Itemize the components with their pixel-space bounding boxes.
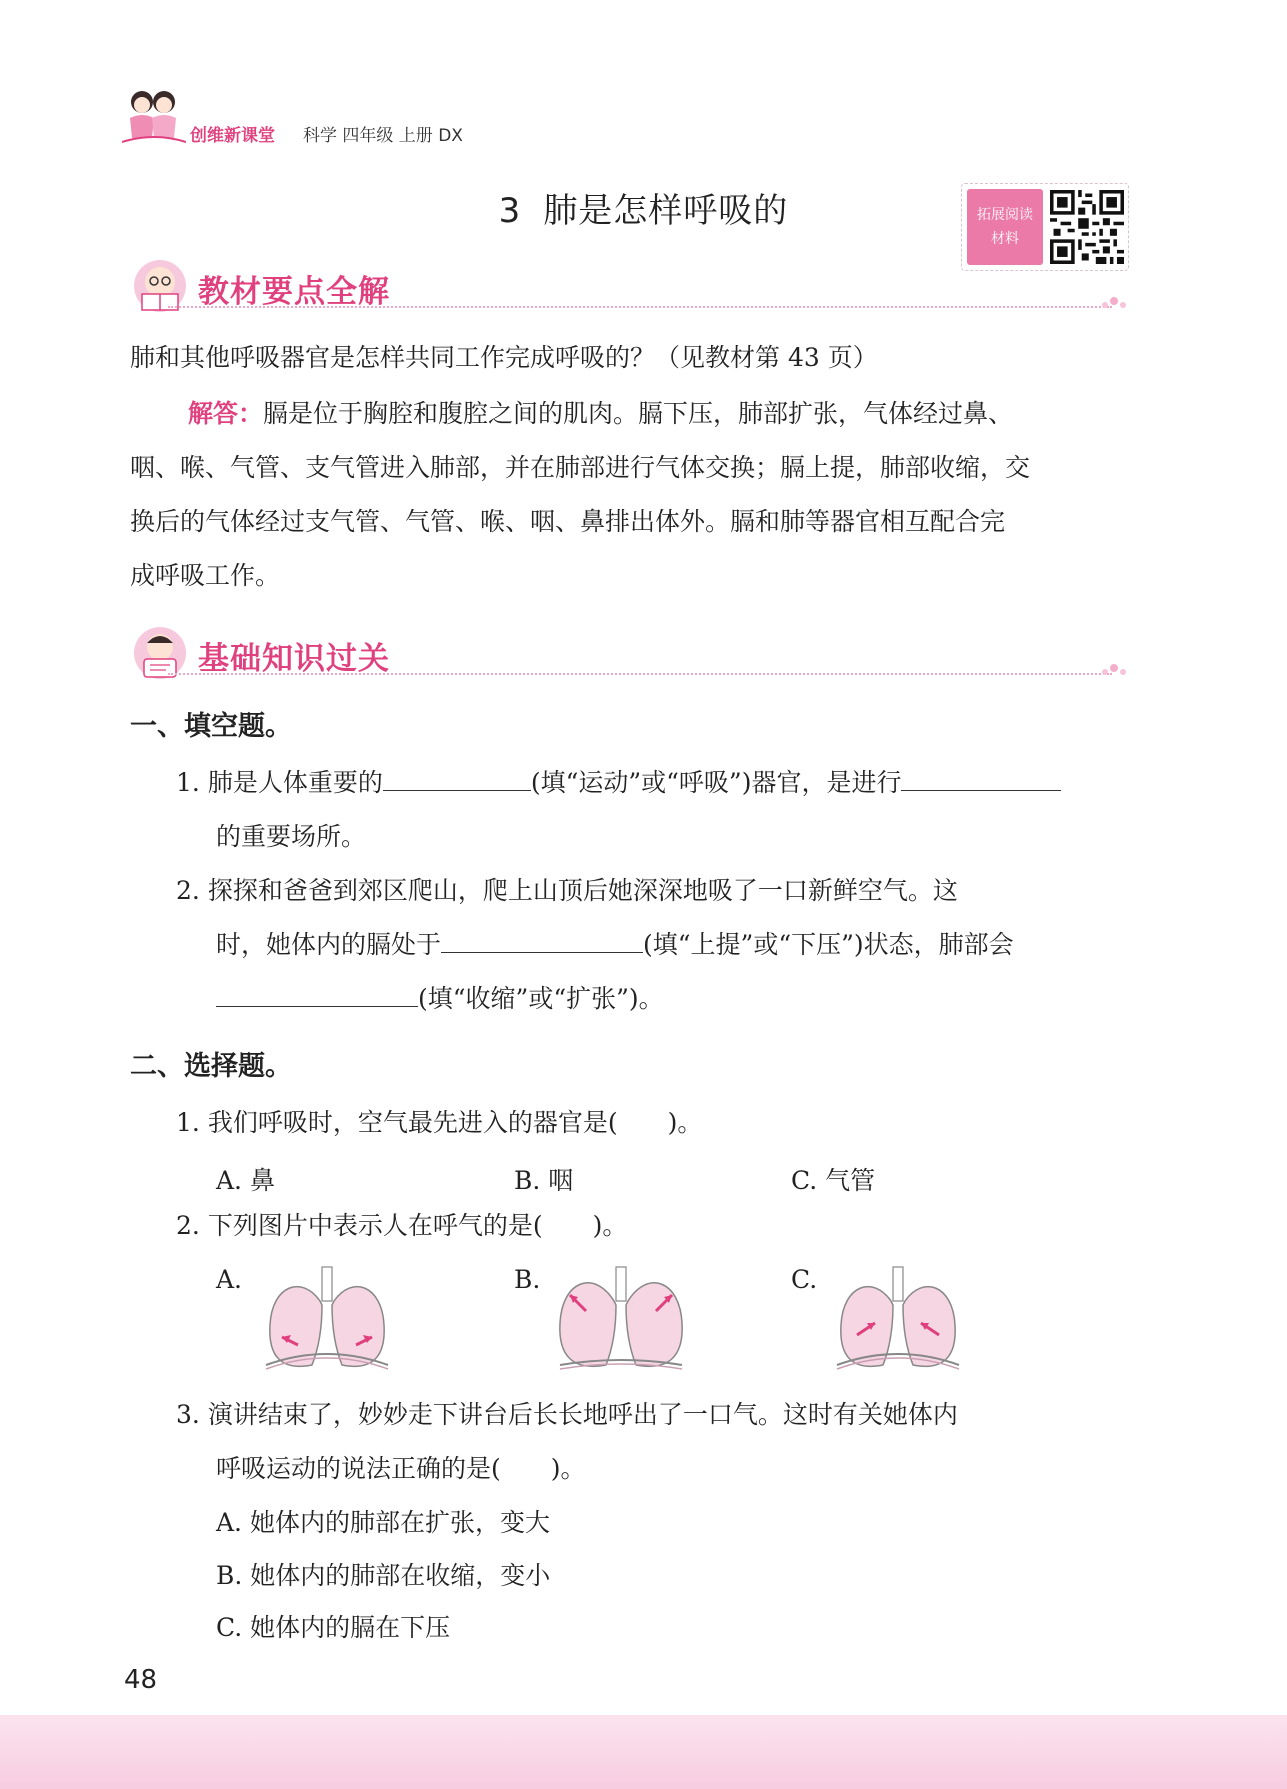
- choice-q3-option-c[interactable]: C. 她体内的膈在下压: [216, 1613, 451, 1642]
- choice-q2-text: 下列图片中表示人在呼气的是( )。: [207, 1211, 628, 1240]
- page-number: 48: [124, 1665, 158, 1695]
- fill-q2-text-1: 探探和爸爸到郊区爬山，爬上山顶后她深深地吸了一口新鲜空气。这: [207, 876, 958, 905]
- choice-q3-line2: 呼吸运动的说法正确的是( )。: [216, 1454, 586, 1483]
- fill-q1-text-a: 肺是人体重要的: [207, 768, 383, 797]
- fill-q2-text-a: 时，她体内的膈处于: [216, 930, 442, 959]
- question-number: 1.: [176, 1108, 200, 1137]
- brand-name: 创维新课堂: [190, 126, 275, 146]
- choice-q2-option-a[interactable]: A.: [216, 1265, 243, 1294]
- choice-q1-text: 我们呼吸时，空气最先进入的器官是( )。: [207, 1108, 703, 1137]
- choice-q1: [176, 1096, 702, 1150]
- fill-q1-line2: 的重要场所。: [216, 822, 367, 851]
- lesson-title: 肺是怎样呼吸的: [543, 191, 789, 231]
- kids-logo-icon: [122, 88, 186, 146]
- qr-label-line1: 拓展阅读: [977, 207, 1033, 223]
- lungs-diagram-a[interactable]: [262, 1265, 392, 1383]
- fill-blank-heading: 一、填空题。: [130, 711, 292, 742]
- question-number: 2.: [176, 876, 200, 905]
- section-title: 教材要点全解: [198, 274, 390, 310]
- fill-q2-line2: [216, 918, 1014, 972]
- question-number: 3.: [176, 1400, 200, 1429]
- section-key-points: [128, 258, 1128, 318]
- reading-mascot-icon: [128, 258, 192, 318]
- choice-q3-option-a[interactable]: A. 她体内的肺部在扩张，变大: [216, 1508, 550, 1537]
- answer-line-2: 咽、喉、气管、支气管进入肺部，并在肺部进行气体交换；膈上提，肺部收缩，交: [130, 453, 1031, 482]
- choice-q1-option-a[interactable]: A. 鼻: [216, 1166, 275, 1195]
- section-basic-knowledge: [128, 625, 1128, 685]
- choice-q1-option-b[interactable]: B. 咽: [514, 1166, 574, 1195]
- question-number: 2.: [176, 1211, 200, 1240]
- answer-blank-3[interactable]: [441, 922, 643, 953]
- answer-blank-2[interactable]: [901, 760, 1061, 791]
- choice-q2-option-b[interactable]: B.: [514, 1265, 541, 1294]
- choice-q3-text-1: 演讲结束了，妙妙走下讲台后长长地呼出了一口气。这时有关她体内: [207, 1400, 958, 1429]
- choice-heading: 二、选择题。: [130, 1051, 292, 1082]
- answer-line-4: 成呼吸工作。: [130, 561, 281, 590]
- fill-q2-text-c: (填“收缩”或“扩张”)。: [418, 984, 664, 1013]
- fill-q1-line1: [176, 756, 1061, 810]
- dots-decoration-icon: [1100, 662, 1128, 678]
- key-question: 肺和其他呼吸器官是怎样共同工作完成呼吸的？（见教材第 43 页）: [130, 343, 878, 372]
- choice-q3-option-b[interactable]: B. 她体内的肺部在收缩，变小: [216, 1561, 551, 1590]
- section-divider: [168, 673, 1112, 675]
- footer-band: [0, 1715, 1287, 1789]
- answer-label: 解答：: [188, 399, 264, 428]
- fill-q2-text-b: (填“上提”或“下压”)状态，肺部会: [643, 930, 1014, 959]
- answer-line-1: [188, 387, 1013, 441]
- fill-q2-line3: [216, 972, 664, 1026]
- choice-q3-line1: [176, 1388, 958, 1442]
- book-subject: 科学 四年级 上册 DX: [303, 126, 463, 146]
- page-header: [122, 88, 542, 160]
- answer-line-3: 换后的气体经过支气管、气管、喉、咽、鼻排出体外。膈和肺等器官相互配合完: [130, 507, 1006, 536]
- study-mascot-icon: [128, 625, 192, 685]
- answer-text-1: 膈是位于胸腔和腹腔之间的肌肉。膈下压，肺部扩张，气体经过鼻、: [263, 399, 1014, 428]
- choice-q1-option-c[interactable]: C. 气管: [791, 1166, 876, 1195]
- question-number: 1.: [176, 768, 200, 797]
- choice-q2: [176, 1199, 627, 1253]
- qr-label: [967, 189, 1043, 265]
- answer-blank-1[interactable]: [383, 760, 531, 791]
- answer-blank-4[interactable]: [216, 976, 418, 1007]
- lesson-number: 3: [498, 191, 522, 231]
- dots-decoration-icon: [1100, 295, 1128, 311]
- choice-q2-option-c[interactable]: C.: [791, 1265, 818, 1294]
- section-divider: [168, 306, 1112, 308]
- fill-q1-text-b: (填“运动”或“呼吸”)器官，是进行: [530, 768, 902, 797]
- qr-code-icon[interactable]: [1050, 190, 1124, 264]
- qr-label-line2: 材料: [991, 231, 1019, 247]
- section-title: 基础知识过关: [198, 641, 390, 677]
- lungs-diagram-c[interactable]: [833, 1265, 963, 1383]
- lungs-diagram-b[interactable]: [556, 1265, 686, 1383]
- fill-q2-line1: [176, 864, 958, 918]
